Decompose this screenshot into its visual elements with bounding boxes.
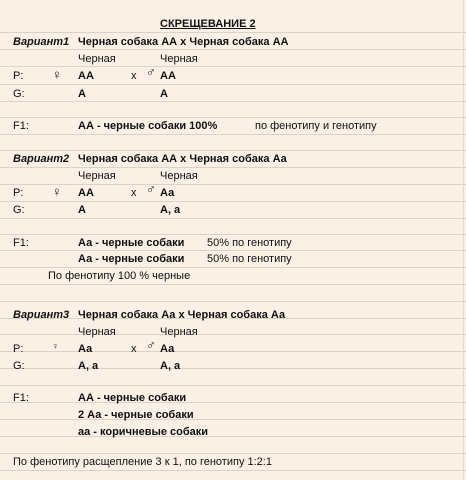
female-icon: ♀ xyxy=(52,184,62,199)
variant2-description: Черная собака АА х Черная собака Аа xyxy=(78,153,287,165)
variant3-male-gametes: А, а xyxy=(160,360,181,372)
column-divider xyxy=(463,0,464,480)
variant1-female-gametes: А xyxy=(78,88,86,100)
variant3-female-genotype: Аа xyxy=(78,343,93,355)
variant2-f1-row2: Аа - черные собаки xyxy=(78,253,185,265)
variant3-f1-label: F1: xyxy=(13,392,29,404)
variant1-f1-result: АА - черные собаки 100% xyxy=(78,120,218,132)
row-divider xyxy=(0,250,466,251)
variant2-male-gametes: А, а xyxy=(160,204,181,216)
row-divider xyxy=(0,218,466,219)
row-divider xyxy=(0,284,466,285)
variant1-f1-label: F1: xyxy=(13,120,29,132)
row-divider xyxy=(0,368,466,369)
cross-sign: x xyxy=(131,187,137,199)
row-divider xyxy=(0,201,466,202)
variant1-label: Вариант1 xyxy=(13,36,70,48)
variant1-male-genotype: АА xyxy=(160,70,176,82)
male-icon: ♂ xyxy=(146,181,156,196)
variant2-g-label: G: xyxy=(13,204,25,216)
variant2-f1-row2-percent: 50% по генотипу xyxy=(207,253,292,265)
variant2-female-genotype: АА xyxy=(78,187,94,199)
variant3-description: Черная собака Аа х Черная собака Аа xyxy=(78,309,286,321)
variant3-male-phenotype: Черная xyxy=(160,326,198,338)
variant2-label: Вариант2 xyxy=(13,153,70,165)
row-divider xyxy=(0,66,466,67)
variant1-g-label: G: xyxy=(13,88,25,100)
variant3-f1-row2: 2 Аа - черные собаки xyxy=(78,409,194,421)
variant2-f1-row1-percent: 50% по генотипу xyxy=(207,237,292,249)
row-divider xyxy=(0,49,466,50)
variant3-female-phenotype: Черная xyxy=(78,326,116,338)
variant1-male-gametes: А xyxy=(160,88,168,100)
row-divider xyxy=(0,167,466,168)
cross-sign: x xyxy=(131,70,137,82)
variant1-p-label: P: xyxy=(13,70,24,82)
row-divider xyxy=(0,184,466,185)
row-divider xyxy=(0,385,466,386)
variant1-f1-note: по фенотипу и генотипу xyxy=(255,120,377,132)
cross-sign: x xyxy=(131,343,137,355)
variant2-female-gametes: А xyxy=(78,204,86,216)
variant2-female-phenotype: Черная xyxy=(78,170,116,182)
row-divider xyxy=(0,234,466,235)
row-divider xyxy=(0,470,466,471)
variant3-label: Вариант3 xyxy=(13,309,70,321)
variant3-f1-row1: АА - черные собаки xyxy=(78,392,187,404)
variant1-male-phenotype: Черная xyxy=(160,53,198,65)
variant2-summary: По фенотипу 100 % черные xyxy=(48,270,191,282)
page-title: СКРЕЩЕВАНИЕ 2 xyxy=(160,18,256,30)
variant3-g-label: G: xyxy=(13,360,25,372)
variant3-f1-row3: аа - коричневые собаки xyxy=(78,426,209,438)
female-icon: ♀ xyxy=(52,341,59,351)
variant2-male-genotype: Аа xyxy=(160,187,175,199)
variant1-female-phenotype: Черная xyxy=(78,53,116,65)
variant3-summary: По фенотипу расщепление 3 к 1, по генотипу 1:2:1 xyxy=(13,456,272,468)
row-divider xyxy=(0,267,466,268)
variant3-female-gametes: А, а xyxy=(78,360,99,372)
variant3-male-genotype: Аа xyxy=(160,343,175,355)
row-divider xyxy=(0,351,466,352)
row-divider xyxy=(0,84,466,85)
male-icon: ♂ xyxy=(146,337,156,352)
row-divider xyxy=(0,453,466,454)
row-divider xyxy=(0,419,466,420)
row-divider xyxy=(0,101,466,102)
row-divider xyxy=(0,301,466,302)
row-divider xyxy=(0,134,466,135)
female-icon: ♀ xyxy=(52,67,62,82)
variant2-p-label: P: xyxy=(13,187,24,199)
variant2-f1-row1: Аа - черные собаки xyxy=(78,237,185,249)
male-icon: ♂ xyxy=(146,64,156,79)
variant1-female-genotype: АА xyxy=(78,70,94,82)
variant2-f1-label: F1: xyxy=(13,237,29,249)
variant2-male-phenotype: Черная xyxy=(160,170,198,182)
variant1-description: Черная собака АА х Черная собака АА xyxy=(78,36,289,48)
row-divider xyxy=(0,402,466,403)
variant3-p-label: P: xyxy=(13,343,24,355)
row-divider xyxy=(0,436,466,437)
row-divider xyxy=(0,150,466,151)
row-divider xyxy=(0,117,466,118)
row-divider xyxy=(0,32,466,33)
row-divider xyxy=(0,334,466,335)
